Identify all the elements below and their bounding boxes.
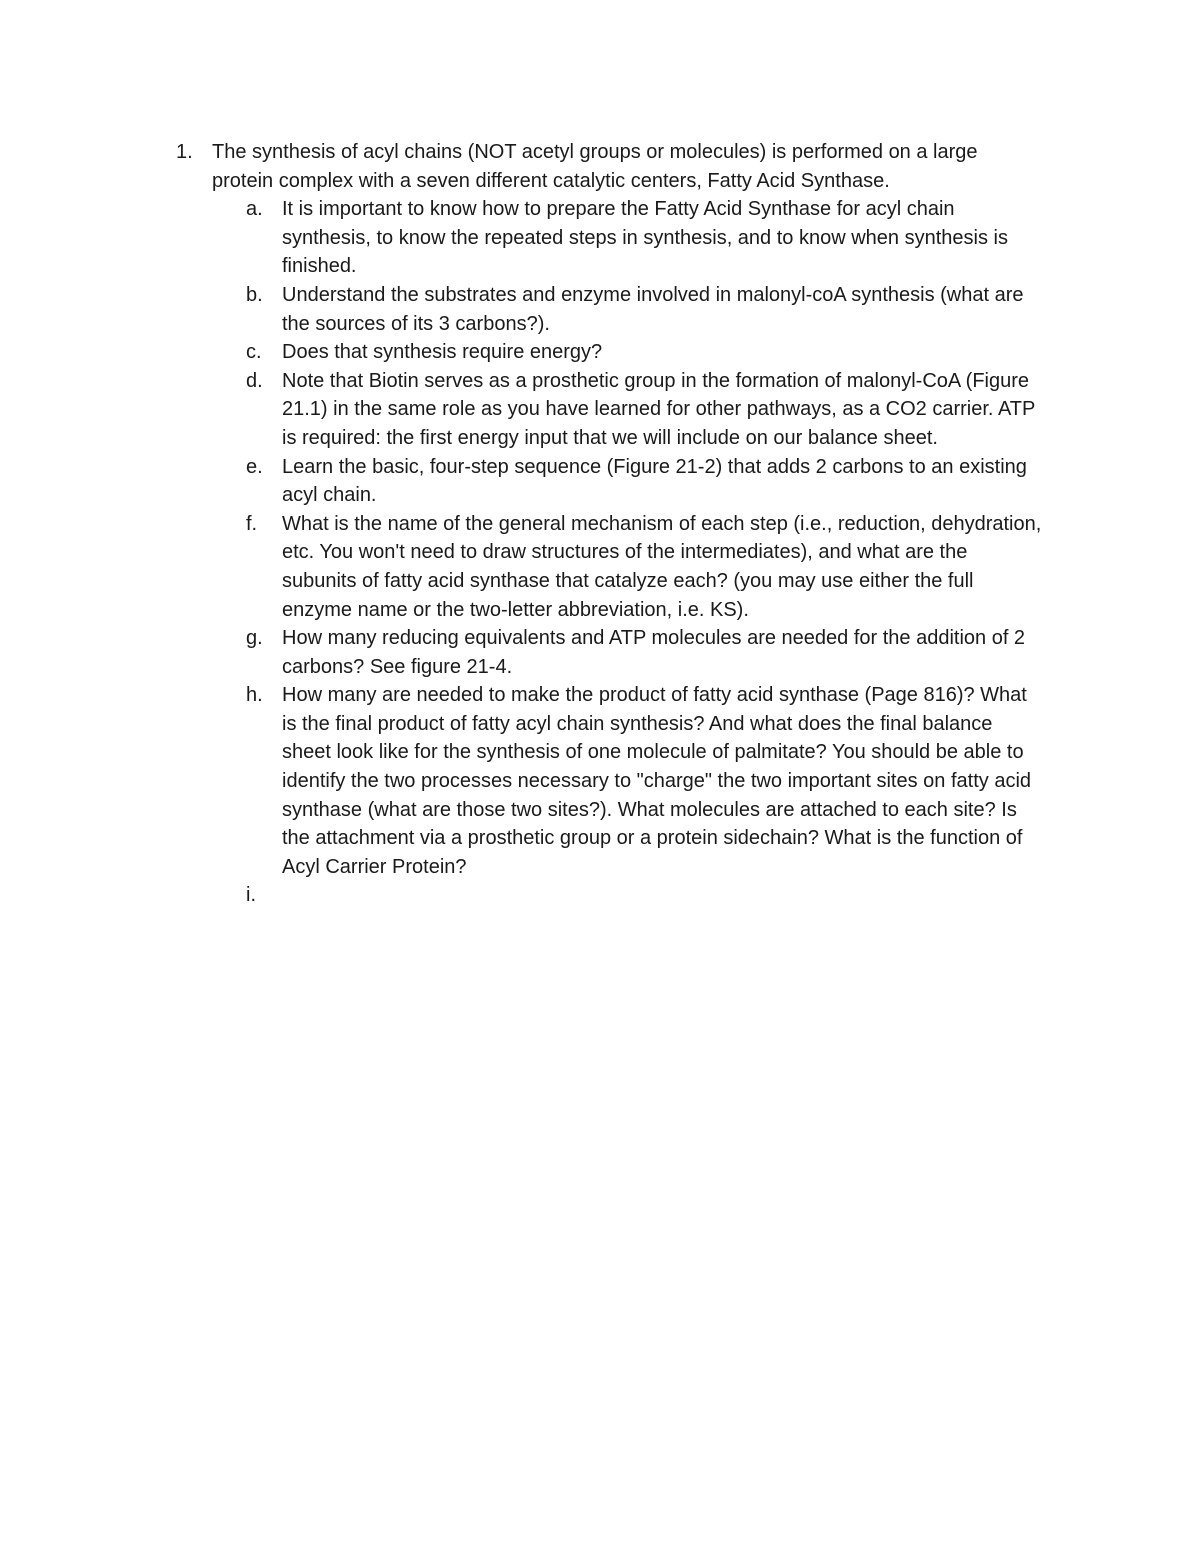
sub-item-h xyxy=(212,681,1046,881)
sub-item-letter: b. xyxy=(246,283,263,306)
sub-item-text: It is important to know how to prepare the Fatty Acid Synthase for acyl chain synthesis, to know the repeated steps in synthesis, and to know when synthesis is finished. xyxy=(282,198,1008,278)
sub-item-letter: g. xyxy=(246,627,263,650)
sub-item-letter: i. xyxy=(246,884,256,907)
sub-list xyxy=(212,195,1044,910)
sub-item-letter: a. xyxy=(246,198,263,221)
sub-item-f xyxy=(212,510,1046,624)
list-number: 1. xyxy=(176,141,193,163)
sub-item-a xyxy=(212,195,1046,281)
sub-item-text xyxy=(282,881,1046,910)
sub-item-text: Understand the substrates and enzyme involved in malonyl-coA synthesis (what are the sources of its 3 carbons?). xyxy=(282,283,1024,335)
sub-item-letter: e. xyxy=(246,455,263,478)
sub-item-b xyxy=(212,281,1046,338)
list-item-text: The synthesis of acyl chains (NOT acetyl groups or molecules) is performed on a large protein complex with a seven different catalytic centers, Fatty Acid Synthase. xyxy=(212,141,978,192)
sub-item-text: Note that Biotin serves as a prosthetic group in the formation of malonyl-CoA (Figure 21.1) in the same role as you have learned for other pathways, as a CO2 carrier. ATP is required: the first energy input that we will include on our balance sheet. xyxy=(282,369,1035,449)
sub-item-letter: f. xyxy=(246,512,258,535)
sub-item-e xyxy=(212,453,1046,510)
sub-item-text: What is the name of the general mechanism of each step (i.e., reduction, dehydration, etc. You won't need to draw structures of the intermediates), and what are the subunits of fatty acid synthase that catalyze each? (you may use either the full enzyme name or the two-letter abbreviation, i.e. KS). xyxy=(282,512,1042,621)
sub-item-c xyxy=(212,338,1046,367)
document-body xyxy=(0,138,1200,910)
sub-item-text: How many reducing equivalents and ATP molecules are needed for the addition of 2 carbons? See figure 21-4. xyxy=(282,627,1026,678)
sub-item-letter: c. xyxy=(246,341,262,364)
sub-item-text: Learn the basic, four-step sequence (Figure 21-2) that adds 2 carbons to an existing acyl chain. xyxy=(282,455,1027,507)
sub-item-letter: h. xyxy=(246,684,263,707)
sub-item-letter: d. xyxy=(246,369,263,392)
sub-item-g xyxy=(212,624,1046,681)
sub-item-i xyxy=(212,881,1046,910)
sub-item-d xyxy=(212,367,1046,453)
sub-item-text: Does that synthesis require energy? xyxy=(282,341,603,364)
sub-item-text: How many are needed to make the product of fatty acid synthase (Page 816)? What is the final product of fatty acyl chain synthesis? And what does the final balance sheet look like for the synthesis of one molecule of palmitate? You should be able to identify the two processes necessary to "charge" the two important sites on fatty acid synthase (what are those two sites?). What molecules are attached to each site? Is the attachment via a prosthetic group or a protein sidechain? What is the function of Acyl Carrier Protein? xyxy=(282,684,1032,878)
list-item-1 xyxy=(0,138,1044,910)
